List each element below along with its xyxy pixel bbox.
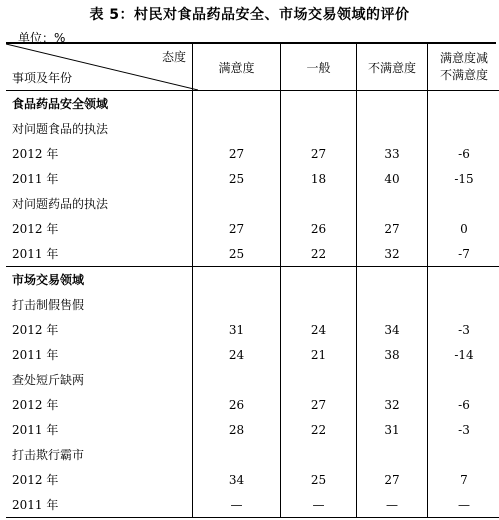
year-label: 2012 年 (12, 473, 59, 487)
empty-cell (193, 292, 281, 317)
header-difference-line2: 不满意度 (439, 68, 488, 82)
satisfied-value: 25 (193, 166, 281, 191)
difference-value: -6 (428, 141, 499, 166)
table-row (6, 492, 499, 518)
empty-cell (428, 116, 499, 141)
empty-cell (281, 367, 357, 392)
year-label: 2011 年 (6, 492, 193, 518)
difference-value: -14 (428, 342, 499, 367)
subsection-row (6, 442, 499, 467)
header-neutral: 一般 (281, 44, 357, 91)
difference-value: — (428, 492, 499, 518)
year-label: 2012 年 (12, 222, 59, 236)
section-label: 食品药品安全领域 (12, 97, 109, 111)
table-row (6, 467, 499, 492)
year-label: 2011 年 (12, 172, 59, 186)
table-row (6, 241, 499, 267)
year-label: 2011 年 (12, 247, 59, 261)
header-row (6, 44, 499, 91)
neutral-value: 26 (281, 216, 357, 241)
header-item-year: 事项及年份 (12, 71, 73, 85)
empty-cell (193, 267, 281, 293)
neutral-value: 22 (281, 417, 357, 442)
year-label: 2012 年 (12, 147, 59, 161)
satisfied-value: 31 (193, 317, 281, 342)
empty-cell (357, 191, 428, 216)
section-label: 市场交易领域 (6, 267, 193, 293)
satisfied-value: 25 (193, 241, 281, 267)
neutral-value: 18 (281, 166, 357, 191)
difference-value: 7 (428, 467, 499, 492)
header-satisfied: 满意度 (193, 44, 281, 91)
year-label: 2012 年 (12, 323, 59, 337)
empty-cell (281, 91, 357, 117)
table-row (6, 342, 499, 367)
subsection-row (6, 191, 499, 216)
neutral-value: 27 (281, 392, 357, 417)
empty-cell (357, 91, 428, 117)
empty-cell (193, 367, 281, 392)
item-label: 打击制假售假 (12, 298, 85, 312)
empty-cell (281, 116, 357, 141)
empty-cell (428, 367, 499, 392)
empty-cell (357, 367, 428, 392)
table-row (6, 417, 499, 442)
difference-value: -7 (428, 241, 499, 267)
table-row (6, 216, 499, 241)
header-attitude: 态度 (161, 50, 186, 64)
header-difference (428, 44, 499, 91)
item-label: 对问题药品的执法 (12, 197, 109, 211)
table-row (6, 141, 499, 166)
empty-cell (281, 292, 357, 317)
section-row (6, 91, 499, 117)
dissatisfied-value: — (357, 492, 428, 518)
empty-cell (428, 442, 499, 467)
evaluation-table (6, 44, 499, 518)
subsection-row (6, 367, 499, 392)
header-difference-line1: 满意度减 (439, 51, 488, 65)
neutral-value: 21 (281, 342, 357, 367)
satisfied-value: 24 (193, 342, 281, 367)
item-label: 打击欺行霸市 (12, 448, 85, 462)
dissatisfied-value: 27 (357, 216, 428, 241)
year-label: 2012 年 (12, 398, 59, 412)
dissatisfied-value: 40 (357, 166, 428, 191)
empty-cell (357, 116, 428, 141)
empty-cell (193, 91, 281, 117)
satisfied-value: 27 (193, 141, 281, 166)
header-dissatisfied: 不满意度 (357, 44, 428, 91)
item-label: 对问题食品的执法 (12, 122, 109, 136)
difference-value: -15 (428, 166, 499, 191)
satisfied-value: 26 (193, 392, 281, 417)
difference-value: 0 (428, 216, 499, 241)
empty-cell (428, 267, 499, 293)
empty-cell (193, 191, 281, 216)
dissatisfied-value: 32 (357, 392, 428, 417)
dissatisfied-value: 38 (357, 342, 428, 367)
section-row (6, 267, 499, 293)
neutral-value: 25 (281, 467, 357, 492)
neutral-value: 24 (281, 317, 357, 342)
empty-cell (357, 292, 428, 317)
empty-cell (357, 267, 428, 293)
table-row (6, 317, 499, 342)
satisfied-value: 27 (193, 216, 281, 241)
satisfied-value: 34 (193, 467, 281, 492)
neutral-value: 22 (281, 241, 357, 267)
empty-cell (428, 91, 499, 117)
empty-cell (281, 442, 357, 467)
dissatisfied-value: 33 (357, 141, 428, 166)
dissatisfied-value: 32 (357, 241, 428, 267)
satisfied-value: — (193, 492, 281, 518)
table-row (6, 392, 499, 417)
neutral-value: 27 (281, 141, 357, 166)
empty-cell (281, 267, 357, 293)
dissatisfied-value: 31 (357, 417, 428, 442)
table-title: 表 5：村民对食品药品安全、市场交易领域的评价 (89, 7, 410, 23)
year-label: 2011 年 (12, 423, 59, 437)
subsection-row (6, 292, 499, 317)
year-label: 2011 年 (12, 348, 59, 362)
difference-value: -3 (428, 417, 499, 442)
neutral-value: — (281, 492, 357, 518)
dissatisfied-value: 34 (357, 317, 428, 342)
satisfied-value: 28 (193, 417, 281, 442)
empty-cell (193, 116, 281, 141)
item-label: 查处短斤缺两 (12, 373, 85, 387)
empty-cell (281, 191, 357, 216)
subsection-row (6, 116, 499, 141)
difference-value: -3 (428, 317, 499, 342)
empty-cell (428, 292, 499, 317)
empty-cell (428, 191, 499, 216)
empty-cell (357, 442, 428, 467)
header-corner-cell (6, 44, 193, 91)
unit-label: 单位：% (18, 31, 66, 45)
difference-value: -6 (428, 392, 499, 417)
empty-cell (193, 442, 281, 467)
dissatisfied-value: 27 (357, 467, 428, 492)
table-row (6, 166, 499, 191)
